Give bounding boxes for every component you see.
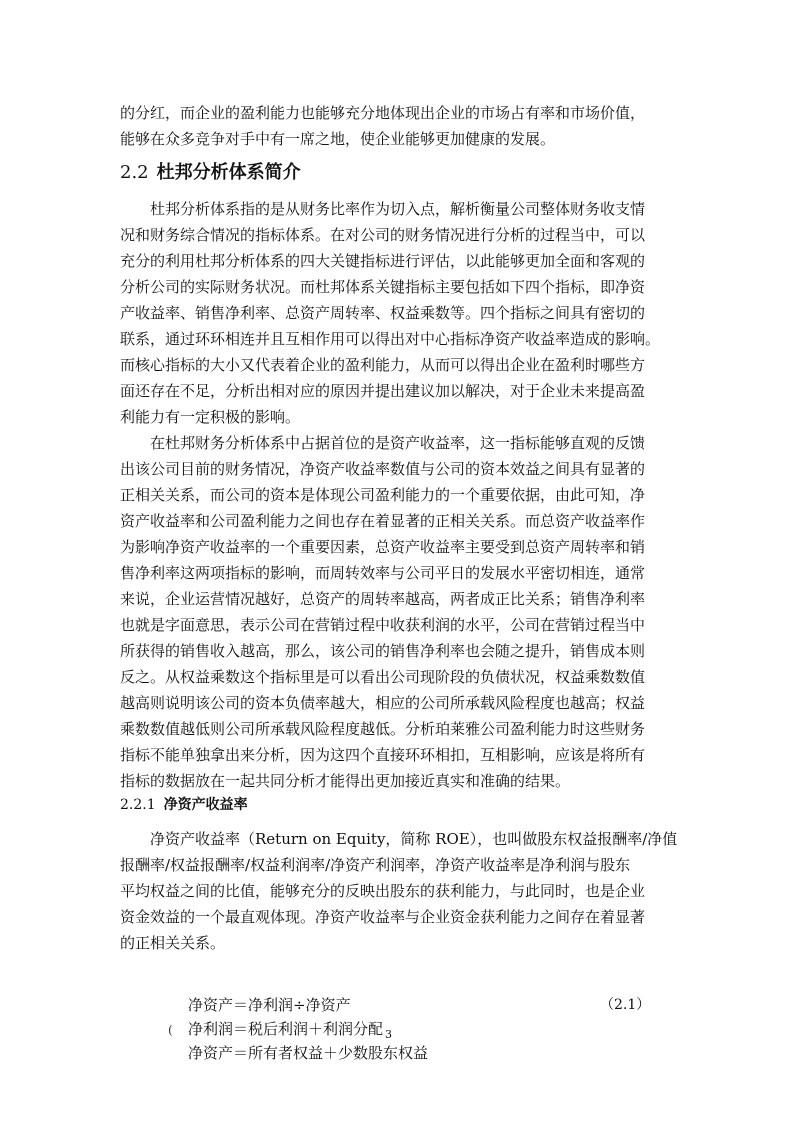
- formula-line-3: 净资产＝所有者权益＋少数股东权益: [188, 1044, 429, 1062]
- text-line: 而核心指标的大小又代表着企业的盈利能力，从而可以得出企业在盈利时哪些方: [120, 356, 646, 374]
- text-line: 的分红，而企业的盈利能力也能够充分地体现出企业的市场占有率和市场价值，: [120, 104, 646, 122]
- intro-paragraph: [120, 100, 680, 152]
- text-line: 净资产收益率（Return on Equity，简称 ROE），也叫做股东权益报酬率/净值: [150, 830, 678, 848]
- text-line: 指标的数据放在一起共同分析才能得出更加接近真实和准确的结果。: [120, 772, 571, 790]
- formula-line-2-subscript: 3: [385, 1028, 393, 1041]
- equation-number: （2.1）: [600, 997, 651, 1013]
- section-number: 2.2: [120, 162, 149, 183]
- text-line: 分析公司的实际财务状况。而杜邦体系关键指标主要包括如下四个指标，即净资: [120, 278, 646, 296]
- text-line: 能够在众多竞争对手中有一席之地，使企业能够更加健康的发展。: [120, 130, 556, 148]
- text-line: 面还存在不足，分析出相对应的原因并提出建议加以解决，对于企业未来提高盈: [120, 382, 646, 400]
- text-line: 利能力有一定积极的影响。: [120, 408, 301, 426]
- text-line: 反之。从权益乘数这个指标里是可以看出公司现阶段的负债状况，权益乘数数值: [120, 668, 646, 686]
- formula-line-1: 净资产＝净利润÷净资产: [188, 996, 351, 1014]
- paragraph-roe: [120, 826, 680, 956]
- text-line: 出该公司目前的财务情况，净资产收益率数值与公司的资本效益之间具有显著的: [120, 460, 646, 478]
- text-line: 乘数数值越低则公司所承载风险程度越低。分析珀莱雅公司盈利能力时这些财务: [120, 720, 646, 738]
- subsection-title: 净资产收益率: [163, 797, 248, 813]
- text-line: 也就是字面意思，表示公司在营销过程中收获利润的水平，公司在营销过程当中: [120, 616, 646, 634]
- text-line: 为影响净资产收益率的一个重要因素，总资产收益率主要受到总资产周转率和销: [120, 538, 646, 556]
- text-line: 资金效益的一个最直观体现。净资产收益率与企业资金获利能力之间存在着显著: [120, 908, 646, 926]
- text-line: 资产收益率和公司盈利能力之间也存在着显著的正相关关系。而总资产收益率作: [120, 512, 646, 530]
- text-line: 来说，企业运营情况越好，总资产的周转率越高，两者成正比关系；销售净利率: [120, 590, 646, 608]
- text-line: 的正相关关系。: [120, 934, 226, 952]
- section-title: 杜邦分析体系简介: [156, 162, 301, 183]
- text-line: 杜邦分析体系指的是从财务比率作为切入点，解析衡量公司整体财务收支情: [150, 200, 646, 218]
- text-line: 指标不能单独拿出来分析，因为这四个直接环环相扣，互相影响，应该是将所有: [120, 746, 646, 764]
- text-line: 充分的利用杜邦分析体系的四大关键指标进行评估，以此能够更加全面和客观的: [120, 252, 646, 270]
- text-line: 平均权益之间的比值，能够充分的反映出股东的获利能力，与此同时，也是企业: [120, 882, 646, 900]
- text-line: 况和财务综合情况的指标体系。在对公司的财务情况进行分析的过程当中，可以: [120, 226, 646, 244]
- paragraph-dupont-detail: [120, 430, 680, 794]
- text-line: 在杜邦财务分析体系中占据首位的是资产收益率，这一指标能够直观的反馈: [150, 434, 646, 452]
- formula-line-2-text: 净利润＝税后利润＋利润分配: [188, 1020, 384, 1038]
- paragraph-dupont-intro: [120, 196, 680, 430]
- text-line: 售净利率这两项指标的影响，而周转效率与公司平日的发展水平密切相连，通常: [120, 564, 646, 582]
- subsection-number: 2.2.1: [120, 797, 156, 813]
- text-line: 报酬率/权益报酬率/权益利润率/净资产利润率，净资产收益率是净利润与股东: [120, 856, 631, 874]
- text-line: 越高则说明该公司的资本负债率越大，相应的公司所承载风险程度也越高；权益: [120, 694, 646, 712]
- text-line: 正相关关系，而公司的资本是体现公司盈利能力的一个重要依据，由此可知，净: [120, 486, 646, 504]
- text-line: 所获得的销售收入越高，那么，该公司的销售净利率也会随之提升，销售成本则: [120, 642, 646, 660]
- text-line: 产收益率、销售净利率、总资产周转率、权益乘数等。四个指标之间具有密切的: [120, 304, 646, 322]
- section-heading: [120, 160, 301, 186]
- text-line: 联系，通过环环相连并且互相作用可以得出对中心指标净资产收益率造成的影响。: [120, 330, 661, 348]
- formula-brace: (: [168, 1023, 173, 1037]
- subsection-heading: [120, 794, 248, 816]
